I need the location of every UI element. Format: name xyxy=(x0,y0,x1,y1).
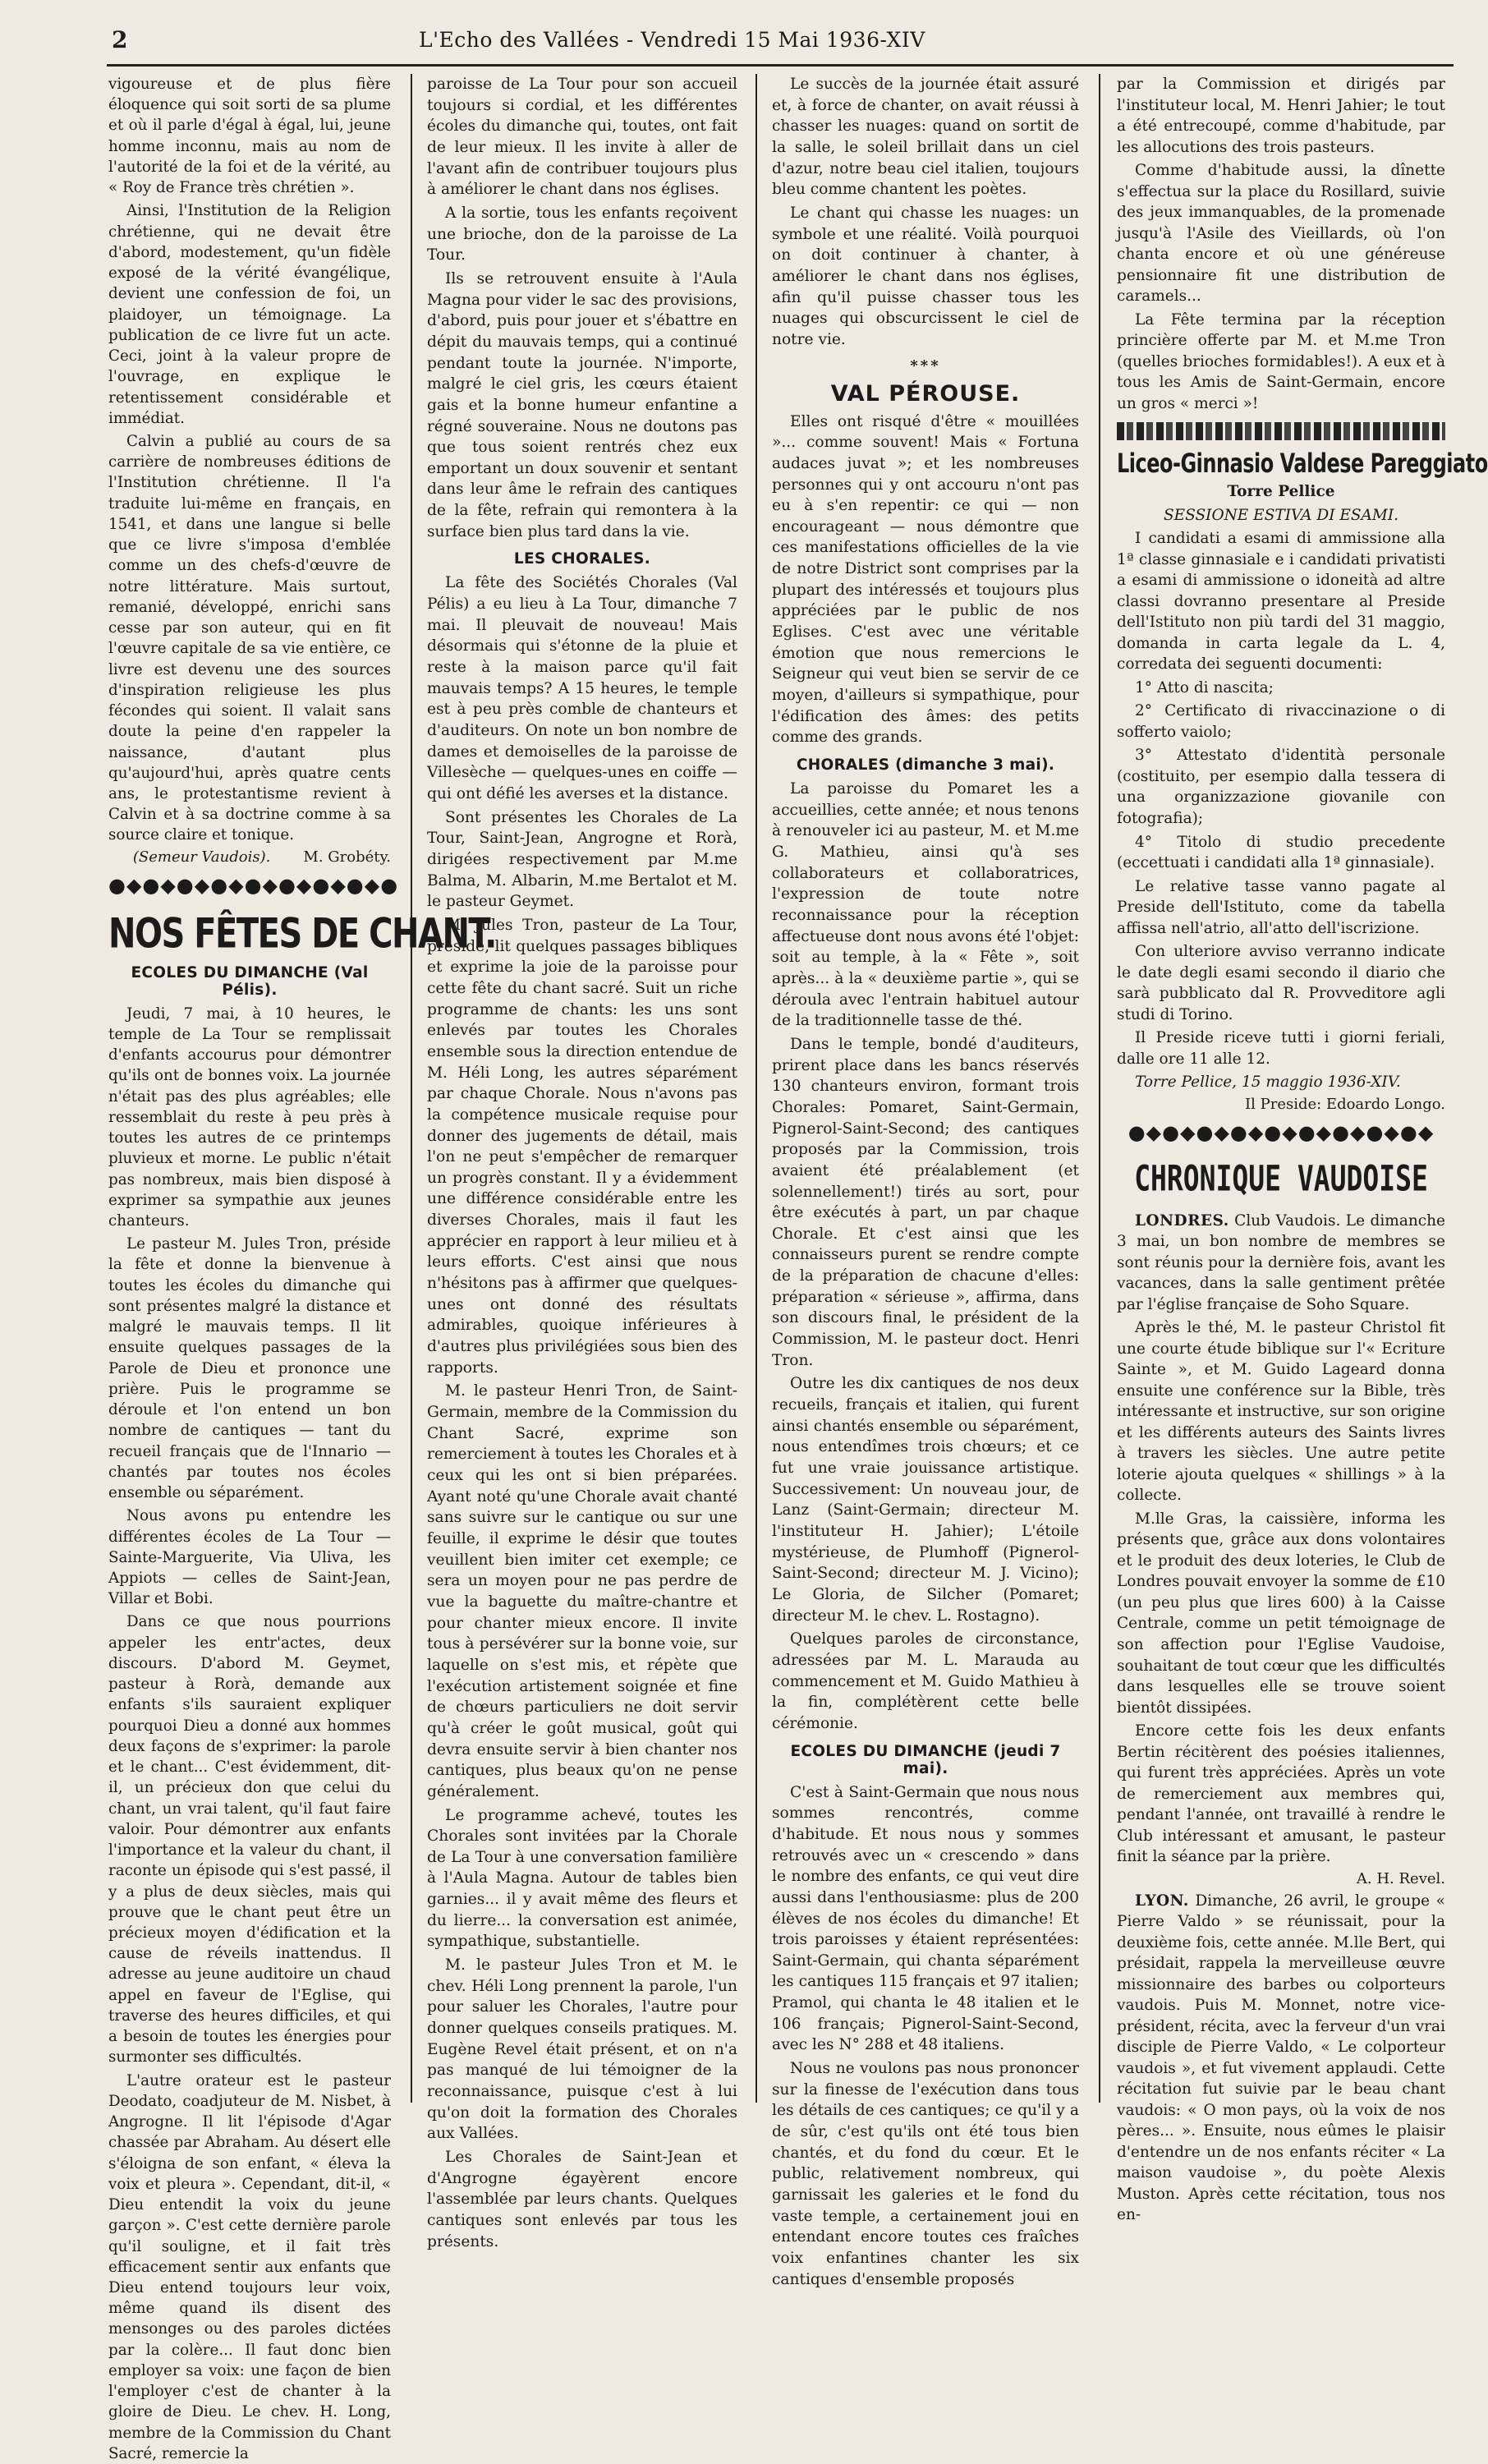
article-subtitle: ECOLES DU DIMANCHE (jeudi 7 mai). xyxy=(790,1742,1061,1777)
paragraph: Le chant qui chasse les nuages: un symbole et une réalité. Voilà pourquoi on doit continuer à chanter, à améliorer le chant dans nos églises, afin qu'il puisse chasser tous les nuages qui obscurcissent le ciel de notre vie. xyxy=(772,204,1079,348)
notice-signature: Il Preside: Edoardo Longo. xyxy=(1245,1095,1445,1113)
paragraph: Après le thé, M. le pasteur Christol fit une courte étude biblique sur l'« Ecriture Sainte », et M. Guido Lageard donna ensuite une conférence sur la Bible, très intéressante et instructive, sur son origine et les différents auteurs des Saints livres à travers les siècles. Une autre petite loterie ajouta quelques « shillings » à la collecte. xyxy=(1117,1319,1445,1505)
section-title: VAL PÉROUSE. xyxy=(830,380,1021,407)
paragraph: Elles ont risqué d'être « mouillées »... comme souvent! Mais « Fortuna audaces juvat »; et les nombreuses personnes qui y ont accouru n'ont pas eu à s'en repentir: ce qui — non encourageant — nous démontre que ces manifestations officielles de la vie de notre District sont comprises par la plupart des intéressés et toujours plus appréciées par le public de nos Eglises. C'est avec une véritable émotion que nous remercions le Seigneur qui veut bien se servir de ce moyen, d'ailleurs si sympathique, pour l'édification des âmes: des petits comme des grands. xyxy=(772,412,1079,747)
paragraph: Jeudi, 7 mai, à 10 heures, le temple de La Tour se remplissait d'enfants accourus pour démontrer qu'ils ont de bonnes voix. La journée n'était pas des plus agréables; elle ressemblait du reste à peu près à toutes les autres de ce printemps pluvieux et morne. Le public n'était pas nombreux, mais bien disposé à exprimer sa sympathie aux jeunes chanteurs. xyxy=(108,1004,391,1230)
column-divider xyxy=(411,74,412,2103)
paragraph: Nous ne voulons pas nous prononcer sur la finesse de l'exécution dans tous les détails de ces cantiques; ce qu'il y a de sûr, c'est qu'ils ont été tous bien chantés, et du fond du cœur. Et le public, relativement nombreux, qui garnissait les galeries et le fond du vaste temple, a certainement joui en entendant encore toutes ces fraîches voix enfantines chanter les six cantiques d'ensemble proposés xyxy=(772,2060,1079,2288)
notice-title: Liceo-Ginnasio Valdese Pareggiato xyxy=(1117,448,1488,480)
paragraph: Con ulteriore avviso verranno indicate le date degli esami secondo il diario che sarà pubblicato dal R. Provveditore agli studi di Torino. xyxy=(1117,943,1445,1023)
section-separator: *** xyxy=(910,356,941,375)
article-subtitle: CHORALES (dimanche 3 mai). xyxy=(796,756,1055,775)
paragraph: Comme d'habitude aussi, la dînette s'effectua sur la place du Rosillard, suivie des jeux immanquables, de la promenade jusqu'à l'Asile des Vieillards, où l'on chanta encore et où une généreuse pensionnaire fit une distribution de caramels... xyxy=(1117,162,1445,306)
article-subtitle: LES CHORALES. xyxy=(513,550,651,568)
list-item: 3° Attestato d'identità personale (costituito, per esempio dalla tessera di una organizzazione giovanile con fotografia); xyxy=(1117,747,1445,827)
list-item: 2° Certificato di rivaccinazione o di sofferto vaiolo; xyxy=(1117,702,1445,741)
column-2 xyxy=(427,74,737,2250)
paragraph: La paroisse du Pomaret les a accueillies, cette année; et nous tenons à renouveler ici au pasteur, M. et M.me G. Mathieu, ainsi qu'à ses collaborateurs et collaboratrices, l'expression de toute notre reconnaissance pour la réception affectueuse dont nous avons été l'objet: soit au temple, à la « Fête », soit après... à la « deuxième partie », qui se déroula avec l'entrain habituel autour de la traditionnelle tasse de thé. xyxy=(772,780,1079,1030)
column-divider xyxy=(755,74,757,2103)
paragraph: M. le pasteur Jules Tron et M. le chev. Héli Long prennent la parole, l'un pour saluer les Chorales, l'autre pour donner quelques conseils pratiques. M. Eugène Revel était présent, et on n'a pas manqué de lui témoigner de la reconnaissance, puisque c'est à lui qu'on doit la formation des Chorales aux Vallées. xyxy=(427,1956,737,2143)
paragraph: La fête des Sociétés Chorales (Val Pélis) a eu lieu à La Tour, dimanche 7 mai. Il pleuvait de nouveau! Mais désormais qui s'étonne de la pluie et reste à la maison parce qu'il fait mauvais temps? A 15 heures, le temple est à peu près comble de chanteurs et d'auditeurs. On note un bon nombre de dames et demoiselles de la paroisse de Villesèche — quelques-unes en coiffe — qui ont défié les averses et la distance. xyxy=(427,574,737,802)
paragraph: par la Commission et dirigés par l'instituteur local, M. Henri Jahier; le tout a été entrecoupé, comme d'habitude, par les allocutions des trois pasteurs. xyxy=(1117,76,1445,156)
paragraph: Le relative tasse vanno pagate al Preside dell'Istituto, come da tabella affissa nell'atrio, all'atto dell'iscrizione. xyxy=(1117,877,1445,937)
news-item xyxy=(1117,1891,1445,2226)
paragraph: Outre les dix cantiques de nos deux recueils, français et italien, qui furent ainsi chantés ensemble ou séparément, nous entendîmes trois chœurs; et ce fut une vraie jouissance artistique. Successivement: Un nouveau jour, de Lanz (Saint-Germain; directeur M. l'instituteur H. Jahier); L'étoile mystérieuse, de Plumhoff (Pignerol-Saint-Second; directeur M. J. Vicino); Le Gloria, de Silcher (Pomaret; directeur M. le chev. L. Rostagno). xyxy=(772,1375,1079,1625)
article-author: M. Grobéty. xyxy=(303,848,391,866)
running-head: L'Echo des Vallées - Vendredi 15 Mai 1936-XIV xyxy=(419,28,925,52)
paragraph: vigoureuse et de plus fière éloquence qui soit sorti de sa plume et où il parle d'égal à égal, lui, jeune homme inconnu, mais au nom de l'autorité de la foi et de la vérité, au « Roy de France très chrétien ». xyxy=(108,76,391,197)
paragraph: M.lle Gras, la caissière, informa les présents que, grâce aux dons volontaires et le produit des deux loteries, le Club de Londres pouvait envoyer la somme de £10 (un peu plus que lires 600) à la Caisse Centrale, comme un petit témoignage de son affection pour l'Eglise Vaudoise, souhaitant de tout cœur que les difficultés dans lesquelles elle se trouve soient bientôt dissipées. xyxy=(1117,1510,1445,1717)
paragraph: I candidati a esami di ammissione alla 1ª classe ginnasiale e i candidati privatisti a esami di ammissione o idoneità ad altre classi dovranno presentare al Preside dell'Istituto non più tardi del 31 maggio, domanda in carta legale da L. 4, corredata dei seguenti documenti: xyxy=(1117,530,1445,673)
paragraph: L'autre orateur est le pasteur Deodato, coadjuteur de M. Nisbet, à Angrogne. Il lit l'épisode d'Agar chassée par Abraham. Au désert elle s'éloigna de son enfant, « éleva la voix et pleura ». Cependant, dit-il, « Dieu entendit la voix du jeune garçon ». C'est cette dernière parole qu'il souligne, et il fait très efficacement sentir aux enfants que Dieu entend toujours leur voix, même quand ils disent des mensonges ou des paroles dictées par la colère... Il faut donc bien employer sa voix: une façon de bien l'employer c'est de chanter à la gloire de Dieu. Le chev. H. Long, membre de la Commission du Chant Sacré, remercie la xyxy=(108,2071,391,2462)
notice-date: Torre Pellice, 15 maggio 1936-XIV. xyxy=(1135,1073,1401,1092)
ornamental-divider: ●◆●◆●◆●◆●◆●◆●◆●◆●◆ xyxy=(1127,1120,1435,1144)
news-place: LYON. xyxy=(1135,1892,1189,1910)
article-signature xyxy=(108,848,391,866)
ornamental-divider: ●◆●◆●◆●◆●◆●◆●◆●◆● xyxy=(108,873,399,897)
list-item: 1° Atto di nascita; xyxy=(1135,678,1274,696)
notice-place: Torre Pellice xyxy=(1227,483,1335,501)
paragraph: Dans le temple, bondé d'auditeurs, prirent place dans les bancs réservés 130 chanteurs environ, formant trois Chorales: Pomaret, Saint-Germain, Pignerol-Saint-Second; des cantiques proposés par la Commission, trois avaient été préalablement (et solennellement!) tirés au sort, pour être exécutés à part, un par chaque Chorale. Et c'est ainsi que les connaisseurs purent se rendre compte de la préparation de chacune d'elles: préparation « sérieuse », affirma, dans son discours final, le président de la Commission, M. le pasteur doct. Henri Tron. xyxy=(772,1035,1079,1369)
list-item: 4° Titolo di studio precedente (eccettuati i candidati alla 1ª ginnasiale). xyxy=(1117,833,1445,872)
column-divider xyxy=(1099,74,1100,2103)
paragraph: Sont présentes les Chorales de La Tour, Saint-Jean, Angrogne et Rorà, dirigées respectivement par M.me Balma, M. Albarin, M.me Bertalot et M. le pasteur Geymet. xyxy=(427,808,737,911)
paragraph: Le pasteur M. Jules Tron, préside la fête et donne la bienvenue à toutes les écoles du dimanche qui sont présentes malgré la distance et malgré le mauvais temps. Il lit ensuite quelques passages de la Parole de Dieu et prononce une prière. Puis le programme se déroule et l'on entend un bon nombre de cantiques — tant du recueil français que de l'Innario — chantés par toutes nos écoles ensemble ou séparément. xyxy=(108,1235,391,1502)
section-title: CHRONIQUE VAUDOISE xyxy=(1134,1156,1428,1199)
paragraph: Il Preside riceve tutti i giorni feriali, dalle ore 11 alle 12. xyxy=(1117,1029,1445,1068)
paragraph: Calvin a publié au cours de sa carrière de nombreuses éditions de l'Institution chrétienne. Il l'a traduite lui-même en français, en 1541, et dans une langue si belle que ce livre s'imposa d'emblée comme un des chefs-d'œuvre de notre littérature. Mais surtout, remanié, développé, enrichi sans cesse par son auteur, qui en fit l'œuvre capitale de sa vie entière, ce livre est devenu une des sources d'inspiration religieuse les plus fécondes qui soient. Il valait sans doute la peine d'en rappeler la naissance, d'autant plus qu'aujourd'hui, après quatre cents ans, le protestantisme revient à Calvin et à sa doctrine comme à sa source claire et tonique. xyxy=(108,432,391,844)
news-place: LONDRES. xyxy=(1135,1211,1229,1230)
page-number: 2 xyxy=(112,26,128,53)
section-title: NOS FÊTES DE CHANT. xyxy=(108,909,496,958)
paragraph: Nous avons pu entendre les différentes écoles de La Tour — Sainte-Marguerite, Via Uliva, les Appiots — celles de Saint-Jean, Villar et Bobi. xyxy=(108,1507,391,1608)
paragraph: Le programme achevé, toutes les Chorales sont invitées par la Chorale de La Tour à une conversation familière à l'Aula Magna. Autour de tables bien garnies... il y avait même des fleurs et du lierre... la conversation est animée, sympathique, substantielle. xyxy=(427,1806,737,1951)
paragraph: C'est à Saint-Germain que nous nous sommes rencontrés, comme d'habitude. Et nous nous y sommes retrouvés avec un « crescendo » dans le nombre des enfants, ce qui veut dire aussi dans l'enthousiasme: plus de 200 élèves de nos écoles du dimanche! Et trois paroisses y étaient représentées: Saint-Germain, qui chanta séparément les cantiques 115 français et 97 italien; Pramol, qui chanta le 48 italien et le 106 français; Pignerol-Saint-Second, avec les N° 288 et 48 italiens. xyxy=(772,1783,1079,2054)
article-source: (Semeur Vaudois). xyxy=(132,848,271,866)
news-signature: A. H. Revel. xyxy=(1356,1869,1445,1887)
paragraph: M. Jules Tron, pasteur de La Tour, préside, lit quelques passages bibliques et exprime la joie de la paroisse pour cette fête du chant sacré. Suit un riche programme de chants: les uns sont enlevés par toutes les Chorales ensemble sous la direction entendue de M. Héli Long, les autres séparément par chaque Chorale. Nous n'avons pas la compétence musicale requise pour donner des jugements de détail, mais l'on ne peut s'empêcher de remarquer un progrès constant. Il y a évidemment une différence considérable entre les diverses Chorales, mais il faut les apprécier en rapport à leur milieu et à leurs efforts. C'est ainsi que nous n'hésitons pas à affirmer que quelques-unes ont donné des résultats admirables, quoique inférieures à d'autres plus privilégiées sous bien des rapports. xyxy=(427,916,737,1377)
paragraph: M. le pasteur Henri Tron, de Saint-Germain, membre de la Commission du Chant Sacré, exprime son remerciement à toutes les Chorales et à ceux qui les ont si bien préparées. Ayant noté qu'une Chorale avait chanté sans suivre sur le cantique ou sur une feuille, il exprime le désir que toutes veuillent bien imiter cet exemple; ce sera un moyen pour ne pas perdre de vue la baguette du maître-chantre et pour chanter mieux encore. Il invite tous à persévérer sur la bonne voie, sur laquelle on s'est mis, et répète que l'exécution artistement soignée et fine de chœurs particuliers ne doit servir qu'à créer le goût musical, goût qui devra ensuite servir à bien chanter nos cantiques, plus beaux qu'on ne pense généralement. xyxy=(427,1382,737,1800)
article-subtitle: ECOLES DU DIMANCHE (Val Pélis). xyxy=(131,963,369,999)
paragraph: Ils se retrouvent ensuite à l'Aula Magna pour vider le sac des provisions, d'abord, puis pour jouer et s'ébattre en dépit du mauvais temps, qui a continué pendant toute la journée. N'importe, malgré le ciel gris, les cœurs étaient gais et la bonne humeur enfantine a régné souveraine. Nous ne doutons pas que tous soient rentrés chez eux emportant un doux souvenir et sentant dans leur âme le refrain des cantiques de la fête, refrain qui remontera à la surface bien plus tard dans la vie. xyxy=(427,269,737,540)
column-1 xyxy=(108,74,496,2462)
column-4 xyxy=(1117,74,1488,2224)
paragraph: A la sortie, tous les enfants reçoivent une brioche, don de la paroisse de La Tour. xyxy=(427,204,737,264)
column-3 xyxy=(772,74,1079,2288)
news-text: Club Vaudois. Le dimanche 3 mai, un bon nombre de membres se sont réunis pour la dernière fois, avant les vacances, dans la salle gentiment prêtée par l'église française de Soho Square. xyxy=(1117,1211,1445,1313)
decorative-band xyxy=(1117,422,1445,440)
paragraph: Les Chorales de Saint-Jean et d'Angrogne égayèrent encore l'assemblée par leurs chants. Quelques cantiques sont enlevés par tous les présents. xyxy=(427,2149,737,2250)
paragraph: Le succès de la journée était assuré et, à force de chanter, on avait réussi à chasser les nuages: quand on sortit de la salle, le soleil brillait dans un ciel d'azur, notre beau ciel italien, toujours bleu comme chantent les poètes. xyxy=(772,76,1079,199)
paragraph: paroisse de La Tour pour son accueil toujours si cordial, et les différentes écoles du dimanche qui, toutes, ont fait de leur mieux. Il les invite à aller de l'avant afin de contribuer toujours plus à améliorer le chant dans nos églises. xyxy=(427,76,737,199)
page-header xyxy=(107,21,1462,59)
paragraph: La Fête termina par la réception princière offerte par M. et M.me Tron (quelles brioches formidables!). A eux et à tous les Amis de Saint-Germain, encore un gros « merci »! xyxy=(1117,310,1445,412)
news-text: Dimanche, 26 avril, le groupe « Pierre Valdo » se réunissait, pour la deuxième fois, cette année. M.lle Bert, qui présidait, rappela la merveilleuse œuvre missionnaire des barbes ou colporteurs vaudois. Puis M. Monnet, notre vice-président, récita, avec la ferveur d'un vrai disciple de Pierre Valdo, « Le colporteur vaudois », et fut vivement applaudi. Cette récitation fut suivie par le beau chant vaudois: « O mon pays, où la voix de nos pères... ». Ensuite, nous eûmes le plaisir d'entendre un de nos enfants réciter « La maison vaudoise », du poète Alexis Muston. Après cette récitation, tous nos en- xyxy=(1117,1892,1445,2224)
paragraph: Ainsi, l'Institution de la Religion chrétienne, qui ne devait être d'abord, modestement, qu'un fidèle exposé de la vérité évangélique, devient une confession de foi, un plaidoyer, un témoignage. La publication de ce livre fut un acte. Ceci, joint à la valeur propre de l'ouvrage, en explique le retentissement considérable et immédiat. xyxy=(108,202,391,427)
notice-session: SESSIONE ESTIVA DI ESAMI. xyxy=(1163,506,1399,524)
paragraph: Quelques paroles de circonstance, adressées par M. L. Marauda au commencement et M. Guido Mathieu à la fin, complétèrent cette belle cérémonie. xyxy=(772,1630,1079,1732)
paragraph: Encore cette fois les deux enfants Bertin récitèrent des poésies italiennes, qui furent très appréciées. Après un vote de remerciement aux membres qui, pendant l'année, ont travaillé à rendre le Club intéressant et amusant, le pasteur finit la séance par la prière. xyxy=(1117,1722,1445,1866)
paragraph: Dans ce que nous pourrions appeler les entr'actes, deux discours. D'abord M. Geymet, pasteur à Rorà, demande aux enfants s'ils sauraient expliquer pourquoi Dieu a donné aux hommes deux façons de s'exprimer: la parole et le chant... C'est évidemment, dit-il, un précieux don que celui du chant, un vrai talent, qu'il faut faire valoir. Pour démontrer aux enfants l'importance et la valeur du chant, il raconte un épisode qui s'est passé, il y a plus de deux siècles, mais qui prouve que le chant peut être un précieux moyen d'édification et la cause de réveils inattendus. Il adresse au jeune auditoire un chaud appel en faveur de l'Eglise, qui traverse des heures difficiles, et qui a besoin de toutes les énergies pour surmonter ses difficultés. xyxy=(108,1613,391,2066)
news-item xyxy=(1117,1211,1445,1316)
header-rule xyxy=(107,64,1454,67)
